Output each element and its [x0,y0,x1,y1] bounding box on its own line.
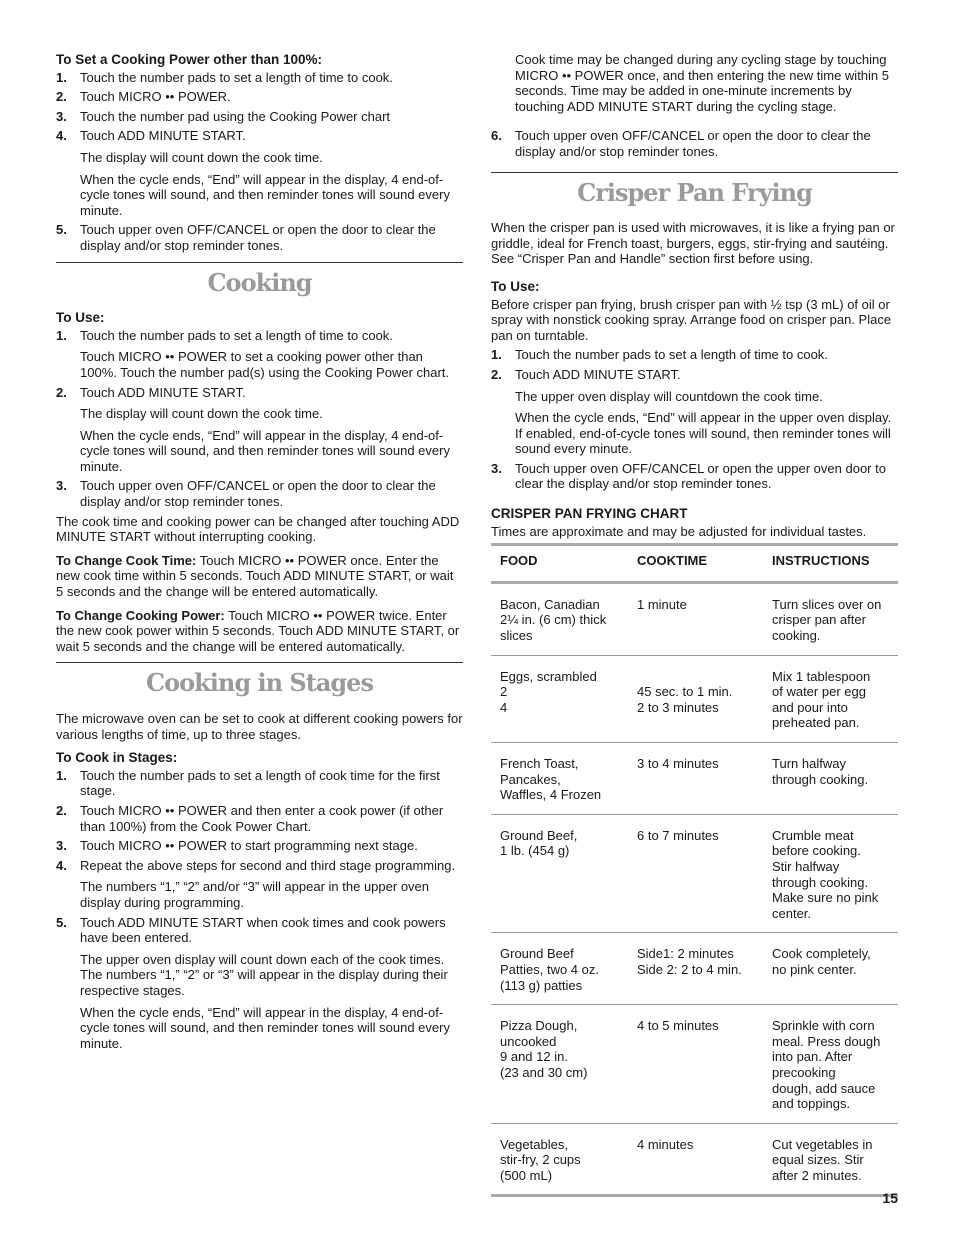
chart-heading: CRISPER PAN FRYING CHART [491,506,688,522]
table-cell: French Toast, Pancakes, Waffles, 4 Frozen [491,743,628,815]
step-text: Touch MICRO •• POWER and then enter a cook power (if other than 100%) from the Cook Power Chart. [80,802,444,834]
step-detail: When the cycle ends, “End” will appear in the upper oven display. If enabled, end-of-cycle tones will sound, then reminder tones will sound every minute. [515,410,892,457]
step-detail: The display will count down the cook time. [80,406,323,422]
list-item [56,109,463,125]
change-cook-power [56,608,463,655]
list-item [491,367,898,457]
stages-continued: Cook time may be changed during any cycling stage by touching MICRO •• POWER once, and then entering the new time within 5 seconds. Time may be added in one-minute increments by touching ADD MINUTE START during the cycling stage. [515,52,889,114]
step-number: 2. [491,366,502,382]
table-cell: Turn slices over on crisper pan after cooking. [763,582,898,655]
cooking-title: Cooking [207,267,312,297]
stages-title: Cooking in Stages [146,668,373,698]
step-number: 1. [56,767,67,783]
step-text: Touch upper oven OFF/CANCEL or open the upper oven door to clear the display and/or stop reminder tones. [515,460,886,492]
list-item [56,385,463,475]
table-header-row [491,545,898,583]
step-number: 2. [56,802,67,818]
step-detail: The numbers “1,” “2” and/or “3” will appear in the upper oven display during programming. [80,879,430,910]
step-detail: The display will count down the cook time. [80,149,323,165]
table-cell: Vegetables, stir-fry, 2 cups (500 mL) [491,1123,628,1196]
step-number: 1. [491,347,502,363]
list-item [56,328,463,381]
list-item [56,838,463,854]
step-number: 3. [56,478,67,494]
change-cook-power-label: To Change Cooking Power: [56,607,225,623]
crisper-subheading: To Use: [491,278,540,294]
crisper-intro: When the crisper pan is used with microwaves, it is like a frying pan or griddle, ideal for French toast, burgers, eggs, stir-frying and sautéing. See “Crisper Pan and Handle” section first before using. [491,220,895,267]
divider [56,662,463,663]
step-text: Touch the number pads to set a length of time to cook. [80,69,393,85]
list-item [56,915,463,1052]
step-number: 1. [56,327,67,343]
cooking-change-note: The cook time and cooking power can be changed after touching ADD MINUTE START without interrupting cooking. [56,513,460,545]
table-row [491,582,898,655]
table-cell: 4 minutes [628,1123,763,1196]
list-item [56,768,463,799]
step-number: 6. [491,128,502,144]
step-detail: Touch MICRO •• POWER to set a cooking power other than 100%. Touch the number pad(s) using the Cooking Power chart. [80,349,450,380]
step-number: 3. [491,460,502,476]
table-cell: 6 to 7 minutes [628,814,763,933]
table-cell: Ground Beef, 1 lb. (454 g) [491,814,628,933]
crisper-chart-table [491,543,898,1197]
crisper-title: Crisper Pan Frying [577,177,812,207]
step-number: 5. [56,222,67,238]
step-text: Touch MICRO •• POWER to start programming next stage. [80,838,418,854]
step-detail: The upper oven display will countdown the cook time. [515,388,823,404]
table-row [491,814,898,933]
cooking-steps [56,328,463,510]
column-header: COOKTIME [628,545,763,583]
table-cell: Cook completely, no pink center. [763,933,898,1005]
table-cell: Ground Beef Patties, two 4 oz. (113 g) patties [491,933,628,1005]
crisper-steps [491,347,898,492]
step-text: Touch MICRO •• POWER. [80,89,231,105]
list-item [56,803,463,834]
table-row [491,1123,898,1196]
list-item [491,461,898,492]
list-item [56,858,463,911]
stages-intro: The microwave oven can be set to cook at different cooking powers for various lengths of time, up to three stages. [56,711,463,742]
stages-subheading: To Cook in Stages: [56,750,178,766]
table-row [491,933,898,1005]
right-column [491,52,898,1197]
step-text: Touch ADD MINUTE START. [80,384,246,400]
table-cell: 4 to 5 minutes [628,1005,763,1124]
table-cell: 45 sec. to 1 min. 2 to 3 minutes [628,655,763,742]
crisper-before: Before crisper pan frying, brush crisper pan with ½ tsp (3 mL) of oil or spray with nonstick cooking spray. Arrange food on crisper pan. Place pan on turntable. [491,296,892,343]
step-detail: The upper oven display will count down each of the cook times. The numbers “1,” “2” or “3” will appear in the display during their respective stages. [80,951,448,998]
table-cell: Mix 1 tablespoon of water per egg and pour into preheated pan. [763,655,898,742]
list-item [56,222,463,253]
column-header: FOOD [491,545,628,583]
step-text: Touch the number pads to set a length of time to cook. [80,327,393,343]
step-number: 5. [56,914,67,930]
list-item [491,347,898,363]
change-cook-time-label: To Change Cook Time: [56,552,197,568]
table-row [491,655,898,742]
step-text: Touch the number pad using the Cooking Power chart [80,108,391,124]
change-cook-time [56,553,463,600]
table-body [491,582,898,1196]
step-number: 2. [56,384,67,400]
step-number: 4. [56,857,67,873]
step-detail: When the cycle ends, “End” will appear in the display, 4 end-of-cycle tones will sound, and then reminder tones will sound every minute. [80,427,450,474]
list-item [56,128,463,218]
step-detail: When the cycle ends, “End” will appear in the display, 4 end-of-cycle tones will sound, and then reminder tones will sound every minute. [80,1004,450,1051]
set-power-heading: To Set a Cooking Power other than 100%: [56,52,323,67]
divider [491,172,898,173]
table-cell: Crumble meat before cooking. Stir halfway through cooking. Make sure no pink center. [763,814,898,933]
cooking-subheading: To Use: [56,310,105,326]
table-cell: Turn halfway through cooking. [763,743,898,815]
table-row [491,743,898,815]
table-cell: Side1: 2 minutes Side 2: 2 to 4 min. [628,933,763,1005]
table-cell: Cut vegetables in equal sizes. Stir after 2 minutes. [763,1123,898,1196]
step-detail: When the cycle ends, “End” will appear in the display, 4 end-of-cycle tones will sound, and then reminder tones will sound every minute. [80,171,450,218]
step-text: Touch ADD MINUTE START. [515,366,681,382]
step-text: Touch upper oven OFF/CANCEL or open the door to clear the display and/or stop reminder tones. [80,222,436,253]
divider [56,262,463,263]
table-cell: Sprinkle with corn meal. Press dough into pan. After precooking dough, add sauce and toppings. [763,1005,898,1124]
step-text: Touch the number pads to set a length of cook time for the first stage. [80,767,440,799]
table-cell: 1 minute [628,582,763,655]
step-text: Touch the number pads to set a length of time to cook. [515,347,828,363]
table-cell: 3 to 4 minutes [628,743,763,815]
set-power-steps [56,70,463,254]
change-cook-power-text: Touch MICRO •• POWER twice. Enter the new cook power within 5 seconds. Touch ADD MINUTE START, or wait 5 seconds and the change will be entered automatically. [56,607,460,654]
column-header: INSTRUCTIONS [763,545,898,583]
list-item [56,70,463,86]
page-number: 15 [882,1190,898,1206]
chart-note: Times are approximate and may be adjusted for individual tastes. [491,523,867,539]
change-cook-time-text: Touch MICRO •• POWER once. Enter the new cook time within 5 seconds. Touch ADD MINUTE START, or wait 5 seconds and the change will be entered automatically. [56,552,454,600]
step-number: 2. [56,89,67,105]
step-text: Repeat the above steps for second and third stage programming. [80,857,456,873]
step-text: Touch ADD MINUTE START. [80,128,246,144]
step-number: 3. [56,838,67,854]
step-text: Touch upper oven OFF/CANCEL or open the door to clear the display and/or stop reminder tones. [80,478,436,510]
table-row [491,1005,898,1124]
table-cell: Pizza Dough, uncooked 9 and 12 in. (23 and 30 cm) [491,1005,628,1124]
table-cell: Eggs, scrambled 2 4 [491,655,628,742]
left-column [56,52,463,1055]
stages-steps [56,768,463,1052]
step-text: Touch ADD MINUTE START when cook times and cook powers have been entered. [80,914,446,946]
stages-step-6 [491,128,898,159]
step-number: 1. [56,69,67,85]
step-text: Touch upper oven OFF/CANCEL or open the door to clear the display and/or stop reminder tones. [515,128,871,159]
list-item [56,478,463,509]
list-item [56,89,463,105]
table-cell: Bacon, Canadian 2¼ in. (6 cm) thick slices [491,582,628,655]
step-number: 4. [56,128,67,144]
step-number: 3. [56,108,67,124]
